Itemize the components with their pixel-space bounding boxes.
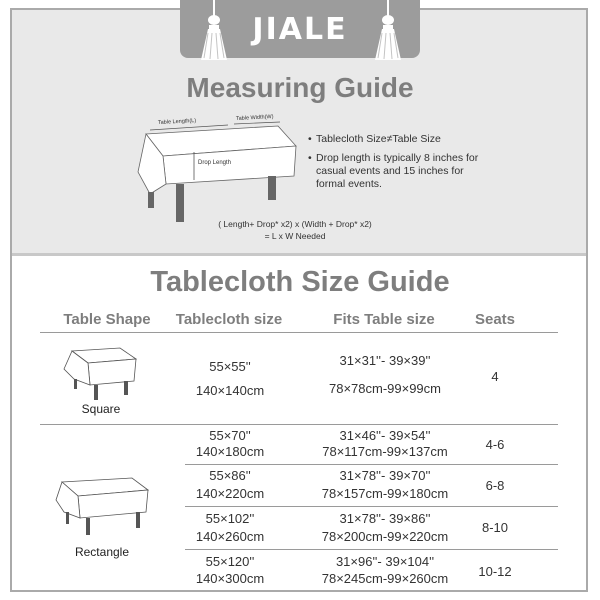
table-width-label: Table Width(W) — [235, 114, 274, 122]
header-table-shape: Table Shape — [63, 311, 151, 328]
square-size-cm: 140×140cm — [195, 383, 265, 398]
tassel-right-icon — [368, 0, 408, 62]
table-rule — [185, 464, 558, 465]
table-rule — [40, 424, 558, 425]
rect-row-4-fits-cm: 78×245cm-99×260cm — [321, 571, 449, 586]
header-fits-table-size: Fits Table size — [333, 311, 435, 328]
rect-row-2-fits-in: 31×78''- 39×70'' — [339, 468, 431, 483]
drop-length-label: Drop Length — [198, 160, 232, 166]
rect-row-2-fits-cm: 78×157cm-99×180cm — [321, 486, 449, 501]
note-item: • Tablecloth Size≠Table Size — [308, 133, 441, 145]
header-seats: Seats — [474, 311, 516, 328]
rect-row-1-fits-cm: 78×117cm-99×137cm — [322, 444, 448, 459]
rect-row-3-size-in: 55×102'' — [205, 511, 255, 526]
rect-row-1-size-in: 55×70'' — [209, 428, 251, 443]
rect-row-4-seats: 10-12 — [478, 564, 512, 579]
size-guide-title: Tablecloth Size Guide — [150, 266, 450, 298]
table-rule — [185, 549, 558, 550]
rect-row-1-fits-in: 31×46''- 39×54'' — [339, 428, 431, 443]
rect-row-1-size-cm: 140×180cm — [195, 444, 265, 459]
measuring-table-diagram — [128, 112, 308, 224]
rect-row-3-size-cm: 140×260cm — [195, 529, 265, 544]
square-table-icon — [60, 343, 142, 401]
rectangle-table-icon — [52, 472, 152, 536]
brand-name: JIALE — [252, 11, 348, 47]
rect-row-4-fits-in: 31×96''- 39×104'' — [335, 554, 435, 569]
rect-row-1-seats: 4-6 — [485, 437, 505, 452]
table-rule — [40, 332, 558, 333]
rect-row-3-seats: 8-10 — [481, 520, 509, 535]
formula-line-1: ( Length+ Drop* x2) x (Width + Drop* x2) — [218, 219, 372, 229]
header-tablecloth-size: Tablecloth size — [175, 311, 283, 328]
square-fits-in: 31×31''- 39×39'' — [339, 353, 431, 368]
rect-row-2-size-in: 55×86'' — [209, 468, 251, 483]
table-length-label: Table Length(L) — [157, 118, 197, 126]
rect-row-2-size-cm: 140×220cm — [195, 486, 265, 501]
rect-row-3-fits-in: 31×78''- 39×86'' — [339, 511, 431, 526]
bullet-icon: • — [308, 133, 312, 145]
note-item: • Drop length is typically 8 inches for casual events and 15 inches for formal events. — [308, 152, 479, 190]
square-label: Square — [81, 402, 121, 416]
rectangle-label: Rectangle — [74, 545, 130, 559]
bullet-icon: • — [308, 152, 312, 164]
rect-row-2-seats: 6-8 — [485, 478, 505, 493]
rect-row-3-fits-cm: 78×200cm-99×220cm — [321, 529, 449, 544]
rect-row-4-size-in: 55×120'' — [205, 554, 255, 569]
square-fits-cm: 78×78cm-99×99cm — [328, 381, 441, 396]
formula-line-2: = L x W Needed — [264, 231, 326, 241]
square-seats: 4 — [491, 369, 499, 384]
size-formula — [200, 218, 390, 242]
rect-row-4-size-cm: 140×300cm — [195, 571, 265, 586]
square-size-in: 55×55'' — [209, 359, 251, 374]
measuring-guide-title: Measuring Guide — [186, 72, 414, 103]
tassel-left-icon — [194, 0, 234, 62]
table-rule — [185, 506, 558, 507]
measuring-notes — [308, 133, 488, 197]
